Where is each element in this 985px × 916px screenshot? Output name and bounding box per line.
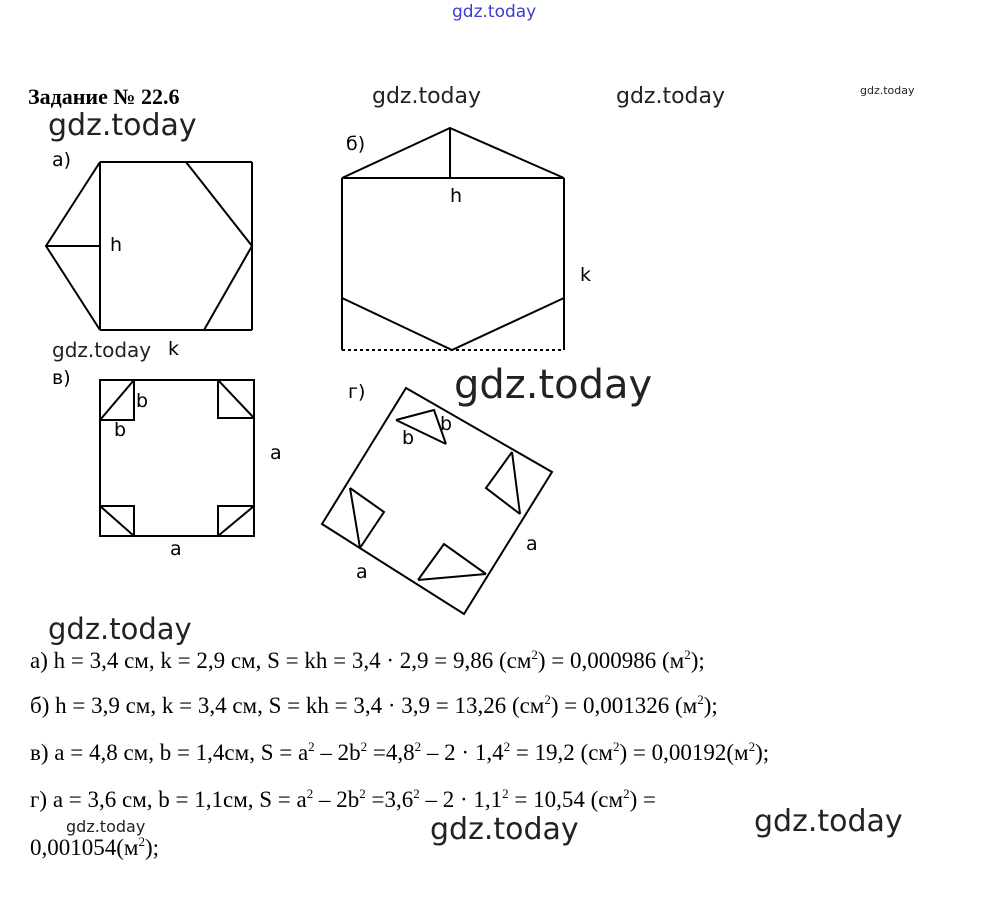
watermark: gdz.today (430, 812, 579, 847)
watermark: gdz.today (372, 84, 482, 109)
figure-a-h-label: h (110, 234, 123, 256)
figure-b (342, 128, 591, 350)
figure-a-caption: а) (52, 149, 72, 171)
figure-v-b-label: b (114, 419, 127, 441)
figure-a (46, 149, 252, 360)
figure-g-caption: г) (348, 381, 366, 403)
solution-b: б) h = 3,9 см, k = 3,4 см, S = kh = 3,4 · 3,9 = 13,26 $(см^2) = 0,001326$ $(м^2)$; (30, 692, 718, 718)
watermark: gdz.today (52, 338, 152, 362)
figure-g-b-label: b (440, 413, 453, 435)
solution-g-continued: $0,001054(м^2)$; (30, 834, 160, 860)
figure-b-caption: б) (346, 133, 366, 155)
figure-v-a-label: a (270, 442, 282, 464)
solution-g: г) a = 3,6 см, b = 1,1см, $S = a^2 - 2b^2 =3,6^2 - 2 \cdot 1,1^2 = 10,54$ $(см^2)$ = (30, 786, 656, 812)
task-title: Задание № 22.6 (28, 84, 180, 109)
figure-a-k-label: k (168, 338, 180, 360)
watermark: gdz.today (454, 362, 653, 408)
figure-g-a-label: a (356, 561, 368, 583)
figure-v-a-label: a (170, 538, 182, 560)
watermark: gdz.today (754, 804, 903, 839)
figure-g-b-label: b (402, 427, 415, 449)
watermark: gdz.today (48, 108, 197, 143)
watermark: gdz.today (616, 84, 726, 109)
figure-v-caption: в) (52, 367, 71, 389)
watermark: gdz.today (48, 612, 192, 646)
figure-b-h-label: h (450, 185, 463, 207)
figure-g (322, 381, 552, 614)
watermark: gdz.today (860, 84, 915, 97)
solution-a: а) h = 3,4 см, k = 2,9 см, S = kh = 3,4 · 2,9 = 9,86 $(см^2) = 0,000986$ $(м^2)$; (30, 647, 705, 673)
figure-v (52, 367, 282, 560)
figure-b-k-label: k (580, 264, 592, 286)
watermark: gdz.today (66, 817, 146, 836)
figure-v-b-label: b (136, 390, 149, 412)
watermark: gdz.today (452, 2, 537, 22)
solution-v: в) a = 4,8 см, b = 1,4см, $S = a^2 - 2b^2 =4,8^2 - 2 \cdot 1,4^2 = 19,2$ $(см^2) = 0,00192(м^2)$; (30, 739, 770, 765)
figure-g-a-label: a (526, 533, 538, 555)
